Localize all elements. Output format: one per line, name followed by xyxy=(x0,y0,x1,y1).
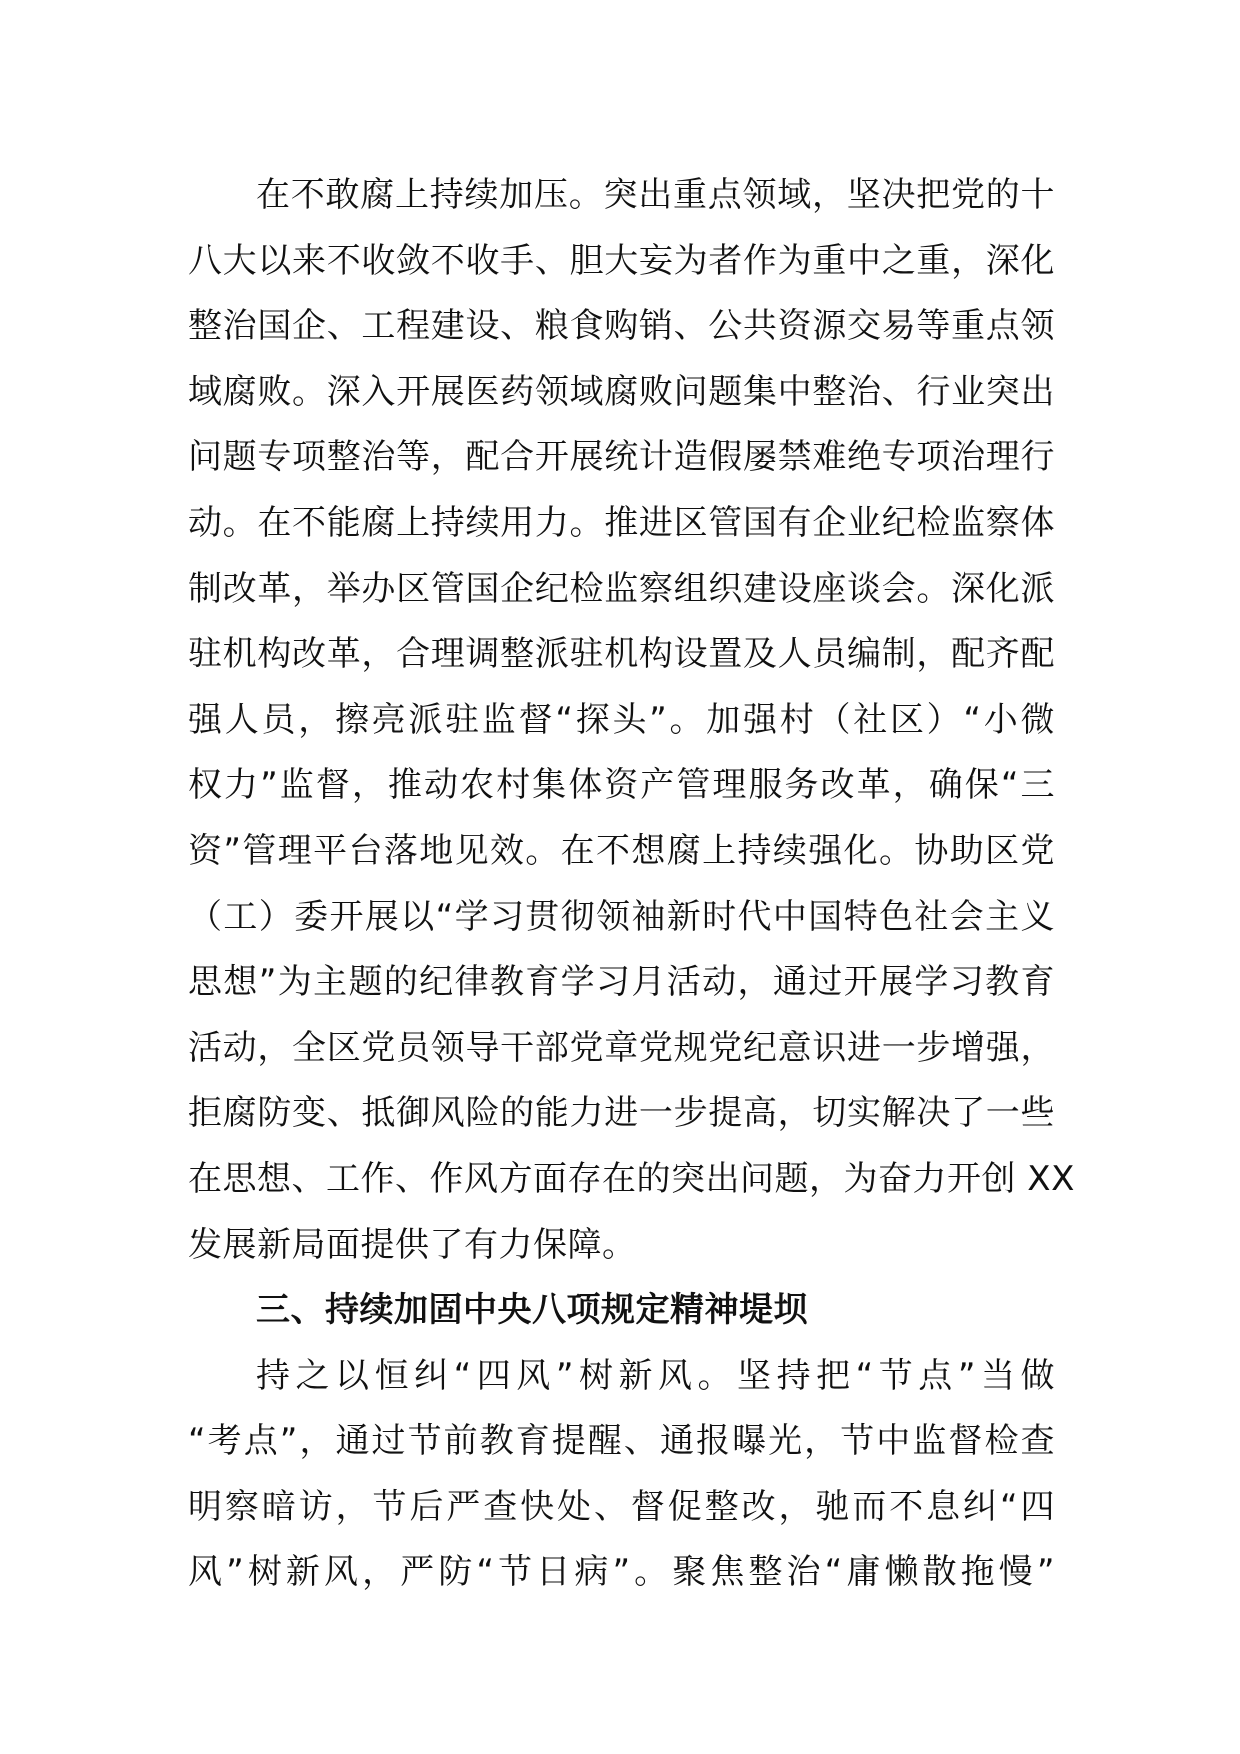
paragraph-line: 发展新局面提供了有力保障。 xyxy=(188,1224,637,1265)
paragraph-line: 强人员，擦亮派驻监督“探头”。加强村（社区）“小微 xyxy=(188,699,1055,740)
paragraph-line: 制改革，举办区管国企纪检监察组织建设座谈会。深化派 xyxy=(188,568,1055,609)
paragraph-line: 在思想、工作、作风方面存在的突出问题，为奋力开创 XX xyxy=(188,1158,1075,1199)
paragraph-line: 拒腐防变、抵御风险的能力进一步提高，切实解决了一些 xyxy=(188,1093,1055,1134)
document-body xyxy=(188,163,1075,1606)
paragraph-line: 驻机构改革，合理调整派驻机构设置及人员编制，配齐配 xyxy=(188,634,1055,675)
paragraph-line: 持之以恒纠“四风”树新风。坚持把“节点”当做 xyxy=(256,1355,1055,1396)
paragraph-line: 整治国企、工程建设、粮食购销、公共资源交易等重点领 xyxy=(188,306,1055,347)
paragraph-line: 八大以来不收敛不收手、胆大妄为者作为重中之重，深化 xyxy=(188,240,1055,281)
paragraph-line: 资”管理平台落地见效。在不想腐上持续强化。协助区党 xyxy=(188,830,1055,871)
paragraph-line: 思想”为主题的纪律教育学习月活动，通过开展学习教育 xyxy=(188,962,1055,1003)
paragraph-line: 明察暗访，节后严查快处、督促整改，驰而不息纠“四 xyxy=(188,1486,1055,1527)
paragraph-line: （工）委开展以“学习贯彻领袖新时代中国特色社会主义 xyxy=(188,896,1055,937)
paragraph-line: 活动，全区党员领导干部党章党规党纪意识进一步增强， xyxy=(188,1027,1055,1068)
section-heading: 三、持续加固中央八项规定精神堤坝 xyxy=(256,1290,808,1331)
paragraph-line: 域腐败。深入开展医药领域腐败问题集中整治、行业突出 xyxy=(188,371,1055,412)
paragraph-line: 问题专项整治等，配合开展统计造假屡禁难绝专项治理行 xyxy=(188,437,1055,478)
paragraph-line: 权力”监督，推动农村集体资产管理服务改革，确保“三 xyxy=(188,765,1055,806)
paragraph-line: 动。在不能腐上持续用力。推进区管国有企业纪检监察体 xyxy=(188,502,1055,543)
paragraph-line: 风”树新风，严防“节日病”。聚焦整治“庸懒散拖慢” xyxy=(188,1552,1055,1593)
paragraph-line: “考点”，通过节前教育提醒、通报曝光，节中监督检查 xyxy=(188,1421,1055,1462)
paragraph-line: 在不敢腐上持续加压。突出重点领域，坚决把党的十 xyxy=(256,175,1055,215)
